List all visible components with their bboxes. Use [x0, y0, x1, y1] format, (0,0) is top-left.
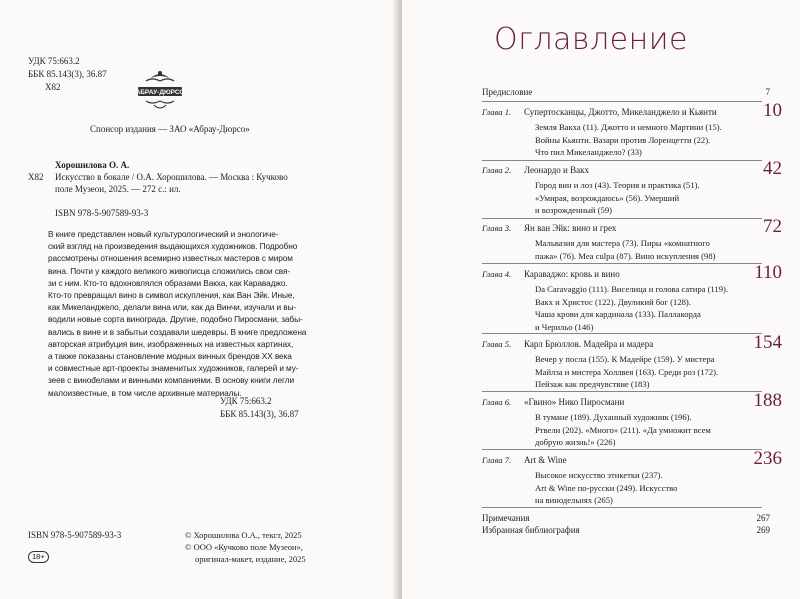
toc-chapter-6[interactable] [482, 390, 782, 452]
udk-top: УДК 75:663.2 [28, 56, 80, 66]
subsection-line: и Черильо (146) [535, 321, 594, 332]
divider [482, 391, 762, 392]
chapter-label: Глава 6. [482, 397, 512, 407]
isbn-bottom: ISBN 978-5-907589-93-3 [28, 530, 122, 540]
udk-bottom: УДК 75:663.2 [220, 396, 272, 406]
divider [482, 160, 762, 161]
chapter-label: Глава 5. [482, 339, 512, 349]
chapter-page: 236 [753, 448, 782, 469]
chapter-subsections [535, 179, 750, 217]
bibliography-page: 269 [756, 525, 770, 535]
description-line: зи с ним. Кто-то вдохновлялся образами Вакха, как Караваджо. [48, 277, 288, 288]
chapter-subsections [535, 353, 750, 391]
subsection-line: Вечер у посла (155). К Мадейре (159). У мистера [535, 354, 715, 364]
divider [482, 333, 762, 334]
chapter-page: 42 [763, 158, 782, 179]
chapter-page: 110 [754, 262, 782, 283]
toc-bibliography[interactable] [482, 524, 770, 536]
subsection-line: В тумане (189). Духанный художник (196). [535, 412, 692, 422]
subsection-line: Мальвазия для мастера (73). Пиры «комнатного [535, 238, 710, 248]
description-line: малоизвестные, в том числе архивные материалы. [48, 387, 242, 398]
publisher-logo [136, 67, 184, 113]
description-line: вина. Почти у каждого великого живописца сложились свои свя- [48, 265, 291, 276]
subsection-line: Вакх и Христос (122). Двуликий бог (128). [535, 296, 691, 307]
toc-chapter-1[interactable] [482, 100, 782, 162]
divider [482, 507, 762, 508]
sponsor-line: Спонсор издания — ЗАО «Абрау-Дюрсо» [90, 124, 250, 134]
author-mark: Х82 [45, 82, 61, 92]
subsection-line: Чаша крови для кардинала (133). Паллакорда [535, 309, 701, 320]
logo-text: АБРАУ-ДЮРСО [136, 89, 184, 97]
notes-label: Примечания [482, 513, 530, 523]
subsection-line: Da Caravaggio (111). Виселица и голова сатира (119). [535, 284, 729, 294]
chapter-label: Глава 4. [482, 269, 512, 279]
chapter-title: «Гвино» Нико Пиросмани [524, 397, 625, 407]
age-badge: 18+ [28, 551, 49, 563]
chapter-title: Art & Wine [524, 455, 567, 465]
toc-title: Оглавление [494, 22, 688, 57]
right-page [402, 0, 800, 599]
subsection-line: добрую жизнь!» (226) [535, 437, 616, 448]
description-line: Кто-то превращал вино в символ искупления, как Ван Эйк. Иные, [48, 290, 295, 301]
copyright-2: © ООО «Кучково поле Музеон», [185, 542, 303, 552]
subsection-line: Войны Кьянти. Вазари против Лоренцетти (22). [535, 134, 711, 145]
chapter-subsections [535, 283, 750, 333]
subsection-line: и возрожденный (59) [535, 205, 612, 216]
subsection-line: «Умирая, возрождаюсь» (56). Умерший [535, 192, 680, 203]
toc-preface[interactable] [482, 86, 770, 98]
chapter-subsections [535, 469, 750, 507]
description-line: как Микеланджело, делали вина или, как да Винчи, изучали и вы- [48, 302, 297, 313]
bbk-bottom: ББК 85.143(3), 36.87 [220, 409, 299, 419]
chapter-title: Карл Брюллов. Мадейра и мадера [524, 339, 654, 349]
chapter-page: 72 [763, 216, 782, 237]
toc-notes[interactable] [482, 512, 770, 524]
bbk-top: ББК 85.143(3), 36.87 [28, 69, 107, 79]
description-line: авторская атрибуция вин, изображенных на известных картинах, [48, 338, 294, 349]
copyright-3: оригинал-макет, издание, 2025 [195, 554, 306, 564]
divider [482, 218, 762, 219]
subsection-line: Майлза и мистера Холлвея (163). Среди роз (172). [535, 366, 719, 377]
chapter-label: Глава 2. [482, 165, 512, 175]
toc-chapter-4[interactable] [482, 262, 782, 334]
divider [482, 101, 762, 102]
subsection-line: Город вин и лоз (43). Теория и практика (51). [535, 180, 700, 190]
chapter-label: Глава 3. [482, 223, 512, 233]
chapter-subsections [535, 237, 750, 262]
chapter-label: Глава 7. [482, 455, 512, 465]
description-line: и совместные арт-проекты знаменитых художников, галерей и му- [48, 363, 299, 374]
chapter-label: Глава 1. [482, 107, 512, 117]
chapter-subsections [535, 121, 750, 159]
description-line: рассмотрены отношения всемирно известных мастеров с миром [48, 253, 293, 264]
description-line: а также показаны становление модных винных брендов XX века [48, 351, 292, 362]
age-rating [28, 546, 49, 564]
logo-icon [136, 67, 184, 113]
description-line: вались в вине и в забытьи создавали шедевры. В книге предложена [48, 326, 307, 337]
chapter-page: 154 [753, 332, 782, 353]
divider [482, 449, 762, 450]
left-page [0, 0, 398, 599]
author-name: Хорошилова О. А. [55, 160, 130, 170]
toc-chapter-3[interactable] [482, 216, 782, 264]
subsection-line: Пейзаж как предчувствие (183) [535, 379, 650, 390]
chapter-title: Ян ван Эйк: вино и грех [524, 223, 617, 233]
subsection-line: Ртвели (202). «Много» (211). «Да умножит всем [535, 424, 711, 435]
preface-page: 7 [765, 87, 770, 97]
book-description [48, 228, 328, 399]
chapter-subsections [535, 411, 750, 449]
subsection-line: Art & Wine по-русски (249). Искусство [535, 482, 678, 493]
chapter-page: 10 [763, 100, 782, 121]
subsection-line: Высокое искусство этикетки (237). [535, 470, 663, 480]
chapter-page: 188 [753, 390, 782, 411]
biblio-line-1: Искусство в бокале / О.А. Хорошилова. — Москва : Кучково [55, 172, 288, 182]
copyright-1: © Хорошилова О.А., текст, 2025 [185, 530, 302, 540]
biblio-line-2: поле Музеон, 2025. — 272 с.: ил. [55, 184, 181, 194]
isbn-main: ISBN 978-5-907589-93-3 [55, 208, 149, 218]
subsection-line: пажа» (76). Mea culpa (87). Вино искупления (98) [535, 250, 716, 261]
toc-chapter-7[interactable] [482, 448, 782, 510]
notes-page: 267 [756, 513, 770, 523]
chapter-title: Леонардо и Вакх [524, 165, 589, 175]
subsection-line: Земля Вакха (11). Джотто и немного Мартини (15). [535, 122, 722, 132]
preface-label: Предисловие [482, 87, 533, 97]
chapter-title: Караваджо: кровь и вино [524, 269, 620, 279]
author-mark-2: Х82 [28, 172, 44, 182]
description-line: водили новые сорта винограда. Другие, подобно Пиросмани, забы- [48, 314, 303, 325]
toc-chapter-2[interactable] [482, 158, 782, 220]
subsection-line: на винодельнях (265) [535, 495, 613, 506]
bibliography-label: Избранная библиография [482, 525, 580, 535]
description-line: В книге представлен новый культурологический и энологиче- [48, 229, 279, 239]
chapter-title: Супертосканцы, Джотто, Микеланджело и Кьянти [524, 107, 717, 117]
subsection-line: Что пил Микеланджело? (33) [535, 147, 642, 158]
description-line: ский взгляд на произведения выдающихся художников. Подробно [48, 241, 298, 252]
divider [482, 263, 762, 264]
description-line: зеев с винođелами и винными компаниями. В основу книги легли [48, 375, 295, 386]
toc-chapter-5[interactable] [482, 332, 782, 394]
